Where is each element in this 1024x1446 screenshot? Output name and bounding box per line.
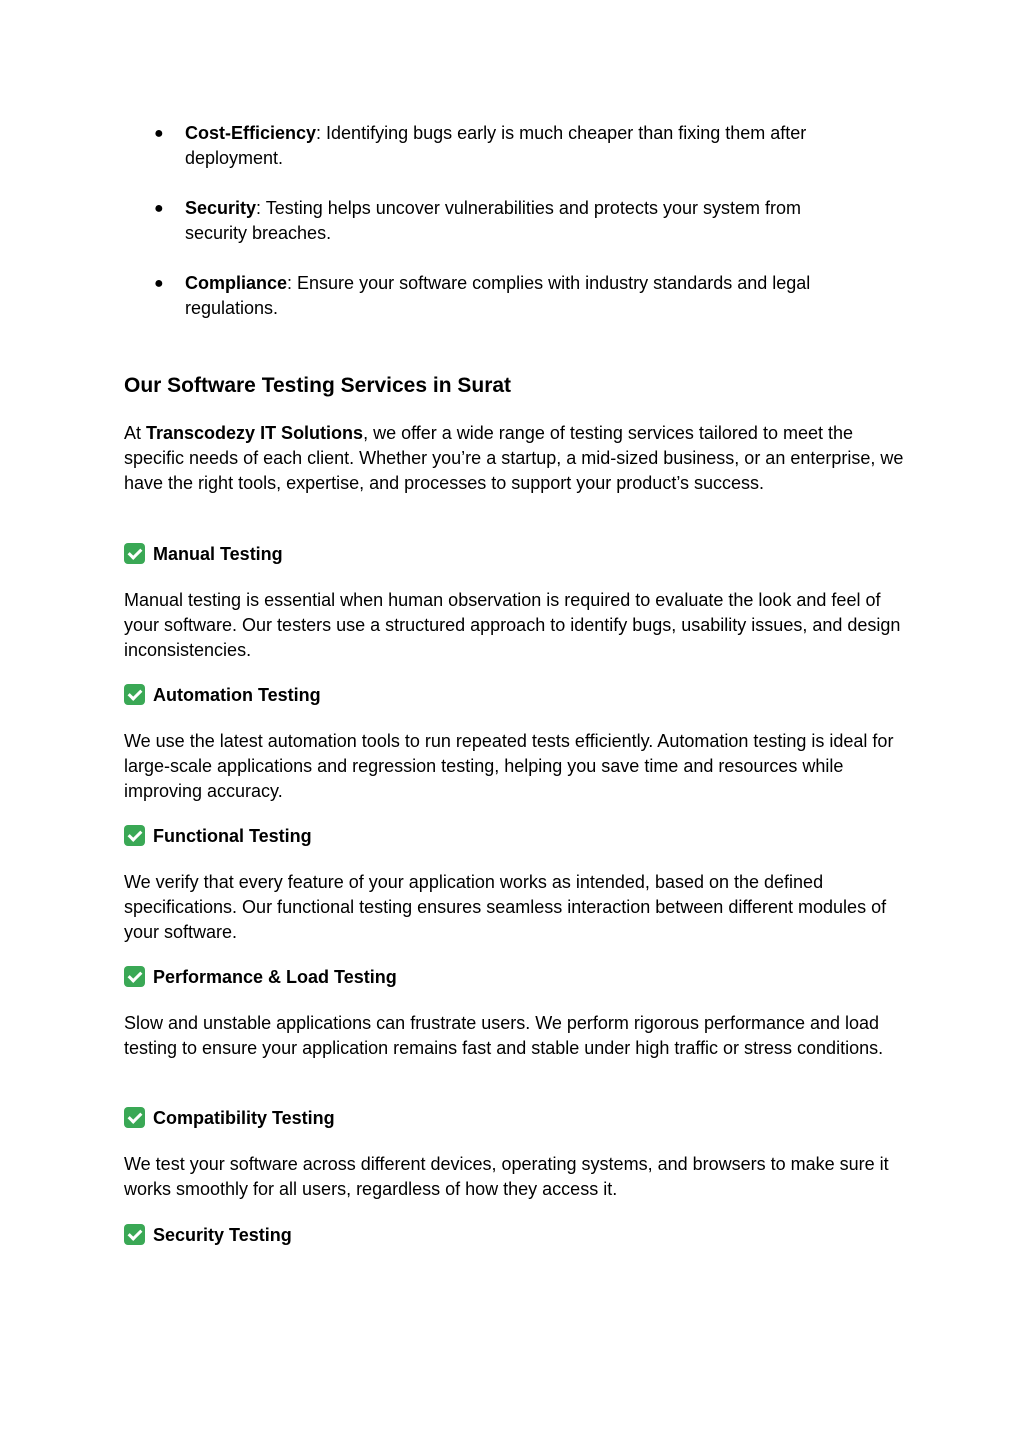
service-heading-compatibility [124, 1106, 335, 1131]
check-mark-icon [124, 543, 145, 564]
check-mark-icon [124, 684, 145, 705]
service-heading-automation [124, 683, 321, 708]
bullet-term: Security [185, 198, 257, 218]
check-mark-icon [124, 966, 145, 987]
benefits-list [124, 121, 904, 346]
service-text-automation: We use the latest automation tools to run repeated tests efficiently. Automation testing is ideal for large-scale applications and regression testing, helping you save time and resources while improving accuracy. [124, 731, 894, 801]
service-title: Functional Testing [153, 826, 312, 846]
list-item [124, 196, 865, 246]
company-name: Transcodezy IT Solutions [146, 423, 364, 443]
check-mark-icon [124, 1224, 145, 1245]
service-heading-manual [124, 542, 283, 567]
check-mark-icon [124, 825, 145, 846]
intro-rest: , we offer a wide range of testing services tailored to meet the specific needs of each client. Whether you’re a startup, a mid-sized business, or an enterprise, we have the right tools, expertise, and processes to support your product’s success. [124, 423, 904, 493]
service-title: Security Testing [153, 1225, 292, 1245]
service-heading-performance [124, 965, 397, 990]
check-mark-icon [124, 1107, 145, 1128]
section-heading: Our Software Testing Services in Surat [124, 374, 512, 397]
bullet-term: Cost-Efficiency [185, 123, 317, 143]
service-title: Performance & Load Testing [153, 967, 397, 987]
service-text-manual: Manual testing is essential when human observation is required to evaluate the look and feel of your software. Our testers use a structured approach to identify bugs, usability issues, and design inconsistencies. [124, 590, 901, 660]
bullet-term: Compliance [185, 273, 288, 293]
bullet-icon: ● [154, 125, 164, 142]
bullet-text: : Testing helps uncover vulnerabilities and protects your system from security breaches. [185, 198, 801, 243]
bullet-icon: ● [154, 200, 164, 217]
bullet-text: : Identifying bugs early is much cheaper than fixing them after deployment. [185, 123, 807, 168]
intro-paragraph [124, 421, 904, 496]
service-heading-functional [124, 824, 312, 849]
service-title: Manual Testing [153, 544, 283, 564]
service-title: Compatibility Testing [153, 1108, 335, 1128]
service-text-compatibility: We test your software across different devices, operating systems, and browsers to make sure it works smoothly for all users, regardless of how they access it. [124, 1154, 889, 1199]
service-text-performance: Slow and unstable applications can frustrate users. We perform rigorous performance and load testing to ensure your application remains fast and stable under high traffic or stress conditions. [124, 1013, 884, 1058]
intro-prefix: At [124, 423, 147, 443]
service-title: Automation Testing [153, 685, 321, 705]
bullet-icon: ● [154, 275, 164, 292]
list-item [124, 271, 865, 321]
service-heading-security [124, 1223, 292, 1248]
bullet-text: : Ensure your software complies with industry standards and legal regulations. [185, 273, 811, 318]
service-text-functional: We verify that every feature of your application works as intended, based on the defined specifications. Our functional testing ensures seamless interaction between different modules of your software. [124, 872, 887, 942]
list-item [124, 121, 865, 171]
